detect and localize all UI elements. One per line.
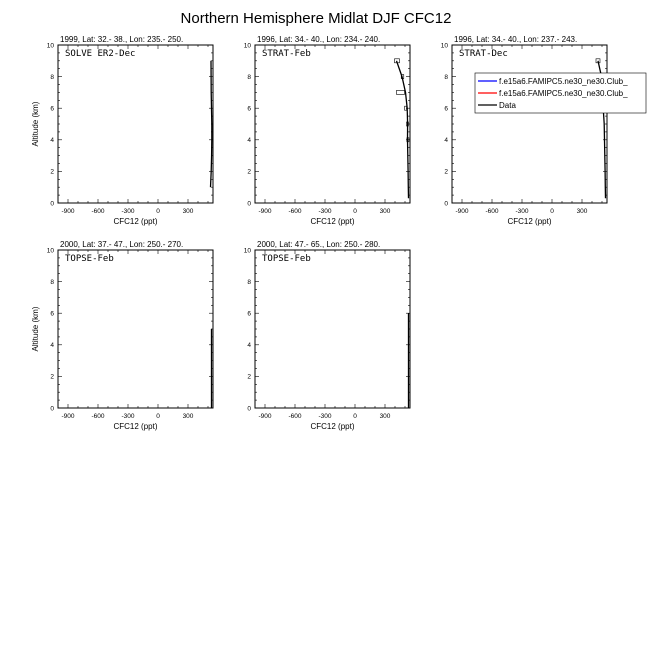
- x-axis-label: CFC12 (ppt): [113, 422, 158, 431]
- y-tick-label: 6: [444, 105, 448, 113]
- x-tick-label: 300: [379, 413, 391, 420]
- y-axis-label: Altitude (km): [31, 101, 40, 147]
- x-axis-label: CFC12 (ppt): [507, 217, 552, 226]
- x-tick-label: 0: [353, 413, 357, 420]
- y-tick-label: 6: [50, 310, 54, 318]
- x-tick-label: -600: [485, 208, 499, 215]
- y-tick-label: 10: [243, 42, 251, 50]
- panel-2: [244, 35, 410, 226]
- x-tick-label: 0: [156, 413, 160, 420]
- panel-subtitle: 1996, Lat: 34.- 40., Lon: 234.- 240.: [257, 35, 381, 44]
- figure-title: Northern Hemisphere Midlat DJF CFC12: [180, 10, 452, 27]
- x-tick-label: -300: [515, 208, 529, 215]
- y-tick-label: 10: [46, 247, 54, 255]
- y-tick-label: 6: [50, 105, 54, 113]
- x-tick-label: -900: [258, 208, 272, 215]
- y-tick-label: 4: [50, 137, 54, 145]
- y-tick-label: 2: [444, 168, 448, 176]
- x-tick-label: 0: [353, 208, 357, 215]
- y-tick-label: 4: [444, 137, 448, 145]
- panel-3: [441, 35, 607, 226]
- x-tick-label: -900: [258, 413, 272, 420]
- x-tick-label: 0: [550, 208, 554, 215]
- panel-subtitle: 1996, Lat: 34.- 40., Lon: 237.- 243.: [454, 35, 578, 44]
- x-tick-label: -600: [288, 413, 302, 420]
- y-tick-label: 6: [247, 105, 251, 113]
- y-tick-label: 10: [46, 42, 54, 50]
- x-tick-label: -300: [318, 413, 332, 420]
- x-tick-label: -900: [455, 208, 469, 215]
- plot-frame: [58, 45, 213, 203]
- legend: [475, 73, 646, 113]
- y-tick-label: 8: [247, 278, 251, 286]
- x-axis-label: CFC12 (ppt): [113, 217, 158, 226]
- panel-label: TOPSE-Feb: [262, 254, 311, 264]
- x-axis-label: CFC12 (ppt): [310, 217, 355, 226]
- x-tick-label: -600: [288, 208, 302, 215]
- panel-5: [244, 240, 410, 431]
- panel-subtitle: 2000, Lat: 37.- 47., Lon: 250.- 270.: [60, 240, 184, 249]
- plot-frame: [255, 250, 410, 408]
- panel-label: SOLVE ER2-Dec: [65, 49, 136, 59]
- std-box: [397, 90, 405, 94]
- y-tick-label: 0: [247, 405, 251, 413]
- y-tick-label: 10: [243, 247, 251, 255]
- panel-label: STRAT-Feb: [262, 49, 311, 59]
- y-tick-label: 8: [247, 73, 251, 81]
- y-tick-label: 0: [444, 200, 448, 208]
- x-tick-label: -900: [61, 413, 75, 420]
- y-tick-label: 10: [440, 42, 448, 50]
- panel-1: [31, 35, 213, 226]
- legend-entry: f.e15a6.FAMIPC5.ne30_ne30.Club_: [499, 77, 628, 86]
- x-tick-label: -300: [121, 208, 135, 215]
- x-tick-label: -600: [91, 208, 105, 215]
- x-axis-label: CFC12 (ppt): [310, 422, 355, 431]
- x-tick-label: 300: [182, 208, 194, 215]
- std-box: [405, 106, 407, 110]
- y-tick-label: 8: [50, 278, 54, 286]
- panel-subtitle: 2000, Lat: 47.- 65., Lon: 250.- 280.: [257, 240, 381, 249]
- y-axis-label: Altitude (km): [31, 306, 40, 352]
- x-tick-label: -900: [61, 208, 75, 215]
- x-tick-label: 300: [576, 208, 588, 215]
- x-tick-label: -600: [91, 413, 105, 420]
- legend-entry: f.e15a6.FAMIPC5.ne30_ne30.Club_: [499, 89, 628, 98]
- x-tick-label: -300: [121, 413, 135, 420]
- plot-frame: [452, 45, 607, 203]
- panel-subtitle: 1999, Lat: 32.- 38., Lon: 235.- 250.: [60, 35, 184, 44]
- panel-label: TOPSE-Feb: [65, 254, 114, 264]
- y-tick-label: 0: [247, 200, 251, 208]
- y-tick-label: 0: [50, 200, 54, 208]
- y-tick-label: 2: [50, 373, 54, 381]
- legend-entry: Data: [499, 101, 516, 110]
- panel-label: STRAT-Dec: [459, 49, 508, 59]
- y-tick-label: 2: [50, 168, 54, 176]
- y-tick-label: 6: [247, 310, 251, 318]
- y-tick-label: 4: [247, 137, 251, 145]
- y-tick-label: 2: [247, 373, 251, 381]
- y-tick-label: 8: [444, 73, 448, 81]
- x-tick-label: -300: [318, 208, 332, 215]
- plot-frame: [58, 250, 213, 408]
- y-tick-label: 2: [247, 168, 251, 176]
- y-tick-label: 8: [50, 73, 54, 81]
- y-tick-label: 0: [50, 405, 54, 413]
- y-tick-label: 4: [247, 342, 251, 350]
- y-tick-label: 4: [50, 342, 54, 350]
- x-tick-label: 300: [182, 413, 194, 420]
- panel-4: [31, 240, 213, 431]
- plot-frame: [255, 45, 410, 203]
- x-tick-label: 0: [156, 208, 160, 215]
- x-tick-label: 300: [379, 208, 391, 215]
- series-line: [397, 61, 409, 199]
